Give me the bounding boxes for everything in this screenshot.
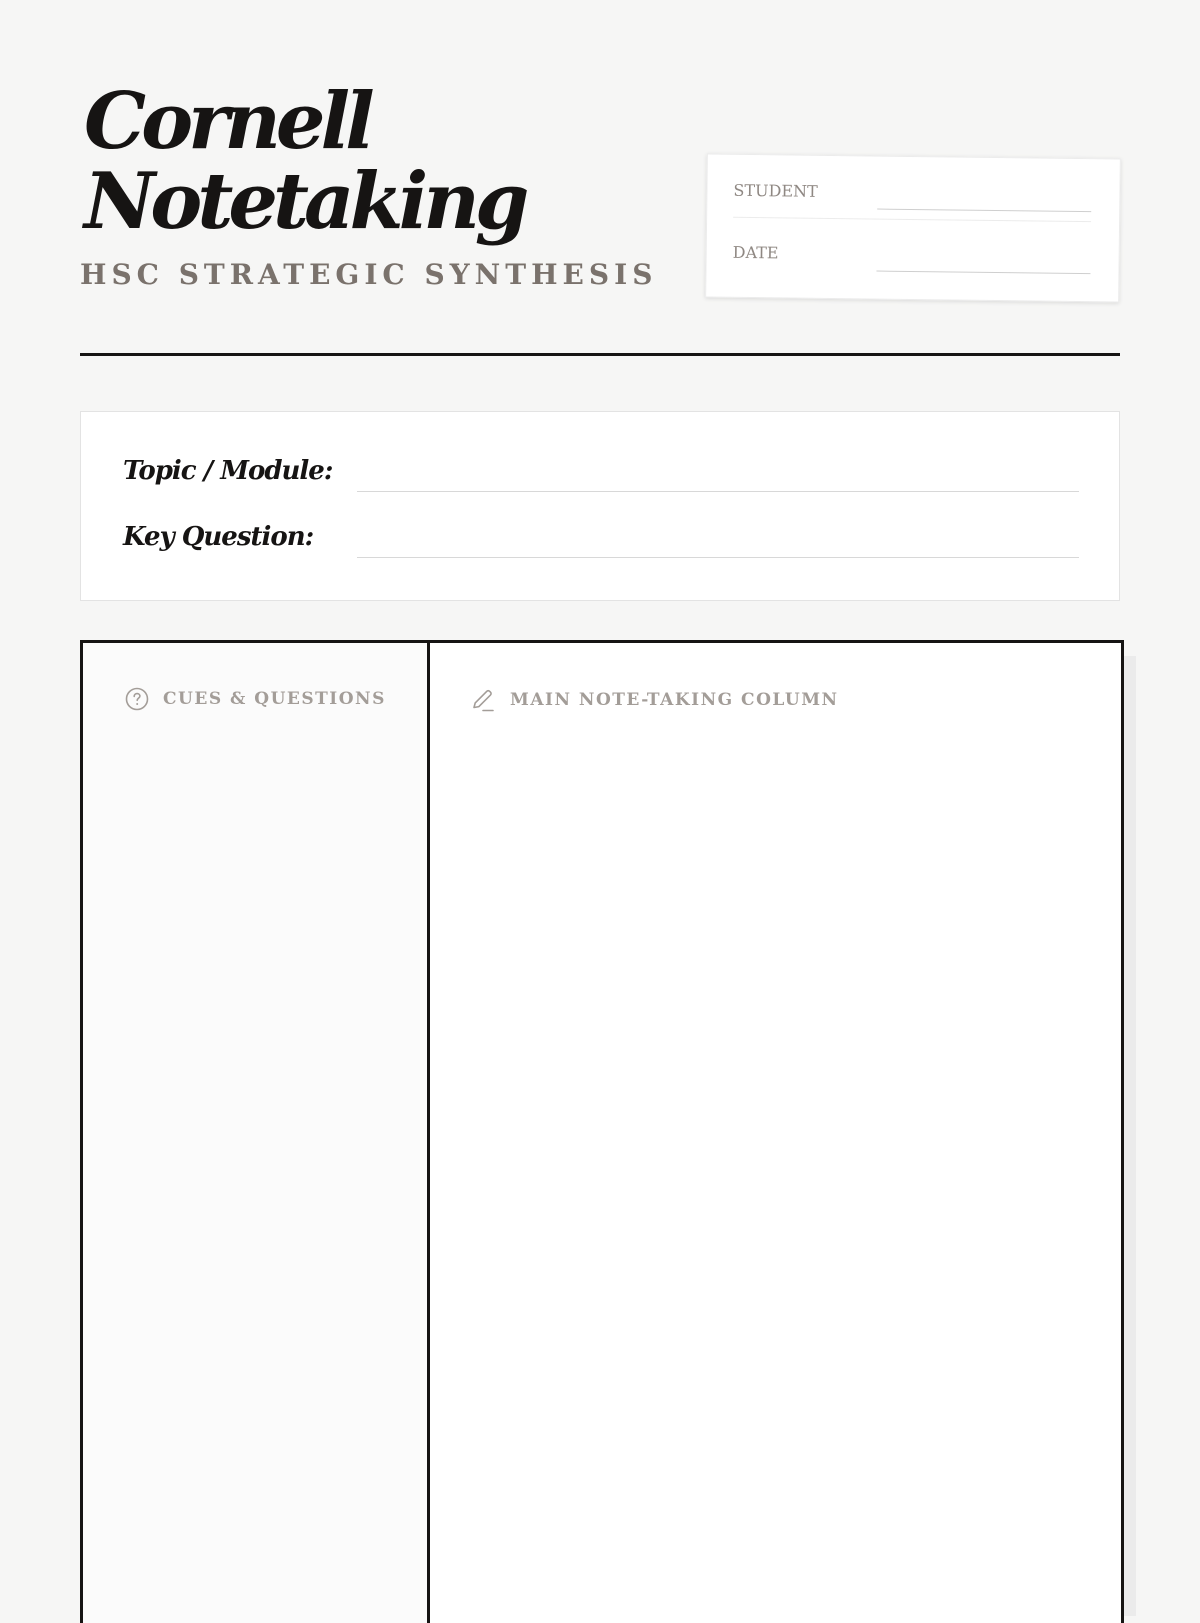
page-title	[84, 76, 525, 247]
topic-label: Topic / Module:	[123, 456, 333, 486]
title-line-1: Cornell	[84, 76, 370, 167]
key-question-field[interactable]	[357, 557, 1079, 558]
question-circle-icon	[125, 687, 149, 711]
topic-box	[80, 411, 1120, 601]
header-divider	[80, 353, 1120, 356]
date-label: DATE	[732, 242, 779, 263]
notes-column-label: MAIN NOTE-TAKING COLUMN	[510, 690, 839, 710]
notes-column[interactable]	[430, 643, 1121, 1623]
page-subtitle: HSC STRATEGIC SYNTHESIS	[80, 258, 658, 291]
student-field[interactable]	[877, 209, 1091, 213]
date-field[interactable]	[876, 271, 1090, 275]
cues-column[interactable]	[83, 643, 430, 1623]
cues-column-header	[125, 687, 386, 711]
topic-row	[123, 456, 1079, 496]
student-label: STUDENT	[733, 180, 818, 201]
key-question-row	[123, 522, 1079, 562]
topic-field[interactable]	[357, 491, 1079, 492]
notes-grid	[80, 640, 1124, 1623]
pencil-icon	[470, 687, 496, 713]
student-row	[733, 167, 1092, 222]
notes-column-header	[470, 687, 839, 713]
date-row	[732, 229, 1091, 283]
title-line-2: Notetaking	[84, 156, 525, 247]
key-question-label: Key Question:	[123, 522, 314, 552]
student-info-card	[705, 153, 1121, 302]
cues-column-label: CUES & QUESTIONS	[163, 689, 386, 709]
